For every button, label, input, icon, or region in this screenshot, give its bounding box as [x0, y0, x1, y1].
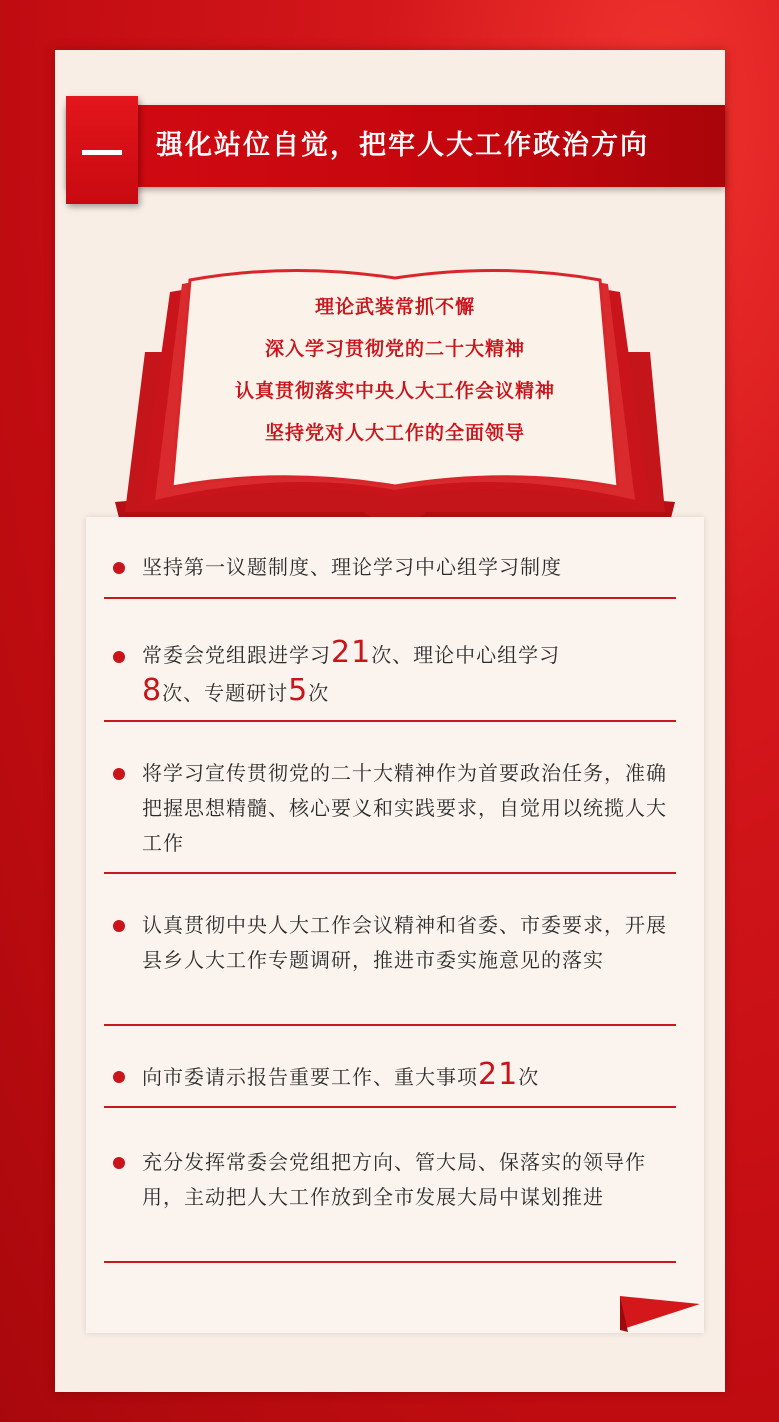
list-item-text: 坚持第一议题制度、理论学习中心组学习制度	[142, 555, 562, 579]
book-line: 坚持党对人大工作的全面领导	[264, 422, 525, 444]
book-line: 深入学习贯彻党的二十大精神	[264, 338, 525, 360]
book-line: 理论武装常抓不懈	[314, 296, 475, 318]
list-item-text: 认真贯彻中央人大工作会议精神和省委、市委要求，开展县乡人大工作专题调研，推进市委实施意见的落实	[142, 913, 667, 972]
list-item	[104, 540, 676, 599]
bullet-icon	[113, 562, 125, 574]
book-line: 认真贯彻落实中央人大工作会议精神	[234, 380, 555, 402]
list-item-text: 向市委请示报告重要工作、重大事项21次	[142, 1057, 540, 1092]
dash-icon	[82, 150, 122, 155]
bullet-icon	[113, 768, 125, 780]
list-item	[104, 599, 676, 722]
list-item-text: 充分发挥常委会党组把方向、管大局、保落实的领导作用，主动把人大工作放到全市发展大局中谋划推进	[142, 1150, 646, 1209]
book-text	[110, 286, 680, 454]
list-item	[104, 874, 676, 1026]
bullet-icon	[113, 1157, 125, 1169]
list-item-text: 将学习宣传贯彻党的二十大精神作为首要政治任务，准确把握思想精髓、核心要义和实践要求，自觉用以统揽人大工作	[142, 761, 667, 855]
bullet-icon	[113, 651, 125, 663]
bullet-icon	[113, 920, 125, 932]
bullet-icon	[113, 1071, 125, 1083]
section-title: 强化站位自觉，把牢人大工作政治方向	[156, 130, 649, 161]
corner-arrow-icon	[610, 1290, 710, 1336]
list-item-text: 常委会党组跟进学习21次、理论中心组学习 8次、专题研讨5次	[142, 635, 561, 708]
list-item	[104, 1026, 676, 1108]
list-item	[104, 1108, 676, 1263]
section-number-badge	[66, 96, 138, 204]
list-item	[104, 722, 676, 874]
